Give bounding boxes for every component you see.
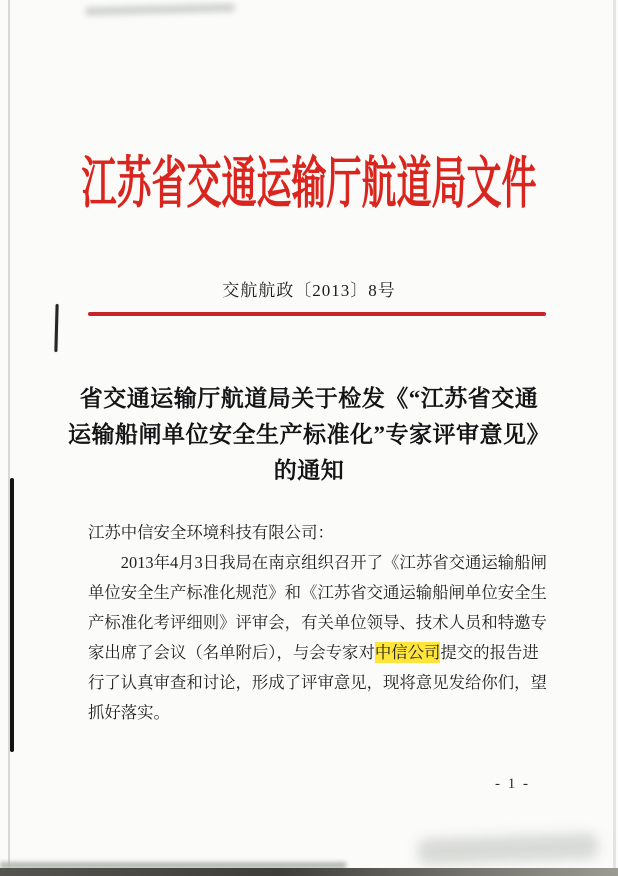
letterhead-red-rule: [88, 312, 546, 316]
paragraph-text: 提交的报告进: [440, 643, 539, 662]
highlighted-company-name: 中信公司: [374, 643, 441, 662]
paragraph-line: 行了认真审查和讨论，形成了评审意见，现将意见发给你们，望: [88, 673, 547, 692]
document-number: 交航航政〔2013〕8号: [222, 281, 396, 300]
subject-line-3: 的通知: [273, 458, 345, 483]
subject-line-1: 省交通运输厅航道局关于检发《“江苏省交通: [79, 386, 539, 411]
paragraph-text: 家出席了会议（名单附后），与会专家对: [88, 643, 375, 662]
paragraph-line: 产标准化考评细则》评审会，有关单位领导、技术人员和特邀专: [88, 613, 547, 632]
subject-line-2: 运输船闸单位安全生产标准化”专家评审意见》: [68, 422, 550, 447]
scan-artifact-bottom-smudge: [418, 833, 599, 865]
page-number: - 1 -: [495, 776, 530, 792]
scan-artifact-top-smudge: [85, 3, 235, 16]
paragraph-line: 单位安全生产标准化规范》和《江苏省交通运输船闸单位安全生: [88, 583, 547, 602]
paragraph-line: 抓好落实。: [88, 703, 170, 722]
paragraph-line: 2013年4月3日我局在南京组织召开了《江苏省交通运输船闸: [120, 553, 547, 572]
paragraph-line-with-highlight: [88, 638, 550, 668]
document-body: [88, 518, 550, 728]
pen-mark-artifact: [54, 304, 58, 352]
document-subject-title: [0, 381, 618, 489]
letterhead-agency-title: 江苏省交通运输厅航道局文件: [81, 153, 537, 216]
scan-artifact-bottom-band: [0, 868, 618, 876]
salutation-line: 江苏中信安全环境科技有限公司：: [88, 523, 334, 542]
scan-artifact-left-dark-line: [10, 478, 14, 752]
